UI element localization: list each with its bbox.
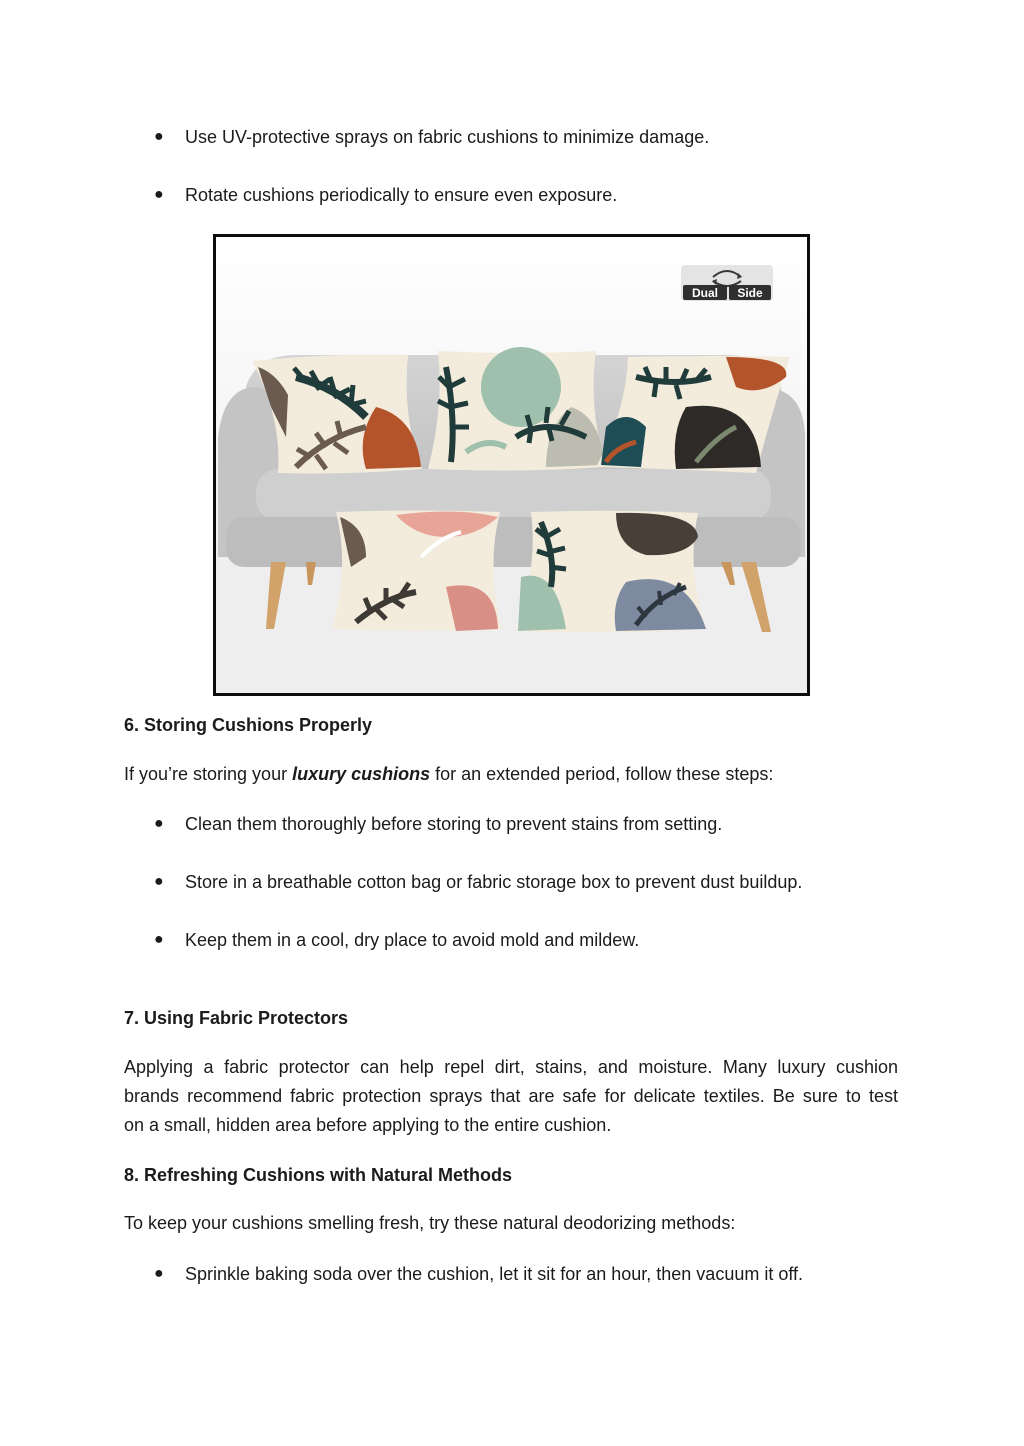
bullet-icon: ● — [154, 1265, 164, 1282]
list-item-text: Rotate cushions periodically to ensure even exposure. — [185, 185, 618, 205]
section-8-intro: To keep your cushions smelling fresh, try these natural deodorizing methods: — [124, 1213, 736, 1233]
list-item-text: Sprinkle baking soda over the cushion, let it sit for an hour, then vacuum it off. — [185, 1264, 804, 1284]
list-item-text: Store in a breathable cotton bag or fabric storage box to prevent dust buildup. — [185, 872, 803, 892]
list-item-text: Use UV-protective sprays on fabric cushions to minimize damage. — [185, 127, 710, 147]
list-item-text: Keep them in a cool, dry place to avoid mold and mildew. — [185, 930, 640, 950]
badge-side-text: Side — [737, 286, 763, 300]
bullet-icon: ● — [154, 128, 164, 145]
luxury-cushions-link[interactable]: luxury cushions — [292, 764, 431, 784]
cushion-front-left — [332, 511, 502, 632]
sofa-cushions-photo — [213, 234, 810, 696]
paragraph-line: brands recommend fabric protection sprays that are safe for delicate textiles. Be sure to test — [124, 1086, 898, 1106]
paragraph-line: on a small, hidden area before applying to the entire cushion. — [124, 1115, 612, 1135]
section-6-heading: 6. Storing Cushions Properly — [124, 715, 373, 735]
bullet-icon: ● — [154, 186, 164, 203]
section-7-paragraph — [124, 1053, 898, 1140]
intro-text-after: for an extended period, follow these steps: — [430, 764, 774, 784]
cushion-front-right — [516, 511, 706, 633]
dual-side-badge — [681, 265, 773, 301]
bullet-icon: ● — [154, 873, 164, 890]
section-8-heading: 8. Refreshing Cushions with Natural Methods — [124, 1165, 513, 1185]
paragraph-line: Applying a fabric protector can help repel dirt, stains, and moisture. Many luxury cushion — [124, 1057, 898, 1077]
bullet-icon: ● — [154, 931, 164, 948]
cushion-back-center — [428, 347, 606, 471]
bullet-icon: ● — [154, 815, 164, 832]
list-item-text: Clean them thoroughly before storing to prevent stains from setting. — [185, 814, 723, 834]
section-7-heading: 7. Using Fabric Protectors — [124, 1008, 349, 1028]
intro-text-before: If you’re storing your — [124, 764, 293, 784]
section-6-intro — [124, 760, 898, 789]
badge-dual-text: Dual — [691, 286, 719, 300]
